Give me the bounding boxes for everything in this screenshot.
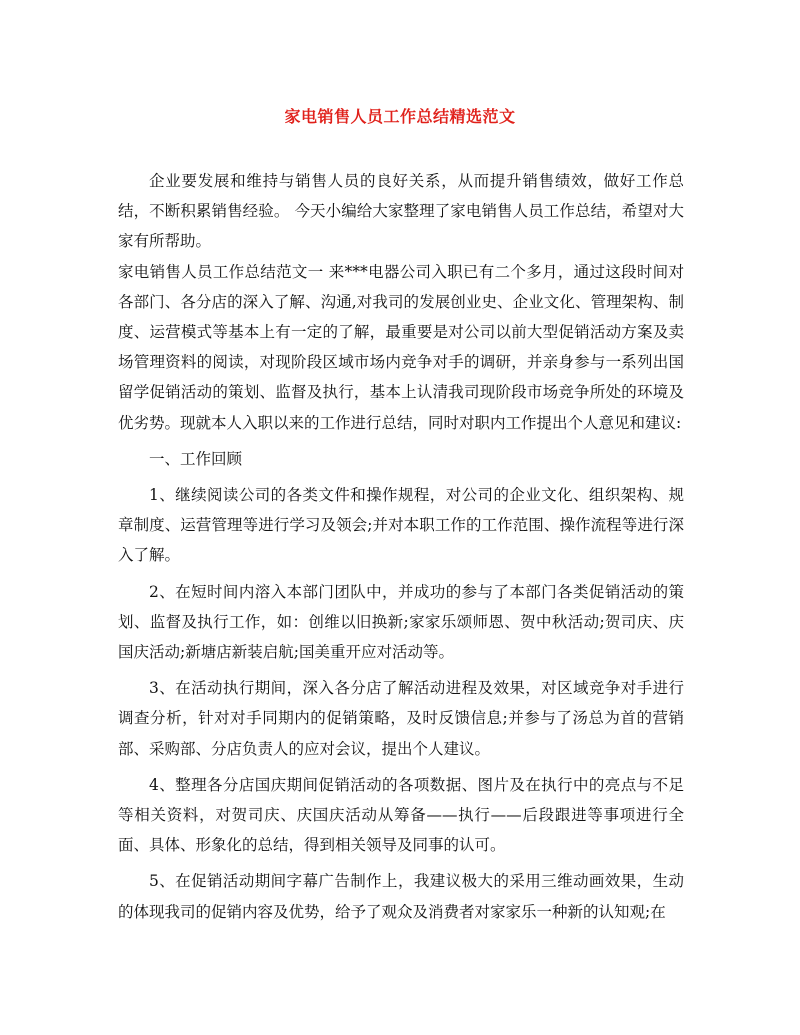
list-item-2: 2、在短时间内溶入本部门团队中，并成功的参与了本部门各类促销活动的策划、监督及执行工作，如：创维以旧换新;家家乐颂师恩、贺中秋活动;贺司庆、庆国庆活动;新塘店新装启航;国美重开应对活动等。	[118, 582, 684, 662]
list-item-4: 4、整理各分店国庆期间促销活动的各项数据、图片及在执行中的亮点与不足等相关资料，对贺司庆、庆国庆活动从筹备——执行——后段跟进等事项进行全面、具体、形象化的总结，得到相关领导及同事的认可。	[118, 775, 684, 855]
list-item-3: 3、在活动执行期间，深入各分店了解活动进程及效果，对区域竞争对手进行调查分析，针对对手同期内的促销策略，及时反馈信息;并参与了汤总为首的营销部、采购部、分店负责人的应对会议，提出个人建议。	[118, 679, 684, 758]
document-body	[118, 166, 684, 927]
section-heading: 一、工作回顾	[149, 449, 243, 468]
list-item-1: 1、继续阅读公司的各类文件和操作规程，对公司的企业文化、组织架构、规章制度、运营管理等进行学习及领会;并对本职工作的工作范围、操作流程等进行深入了解。	[118, 486, 684, 565]
intro-paragraph: 企业要发展和维持与销售人员的良好关系，从而提升销售绩效，做好工作总结，不断积累销售经验。 今天小编给大家整理了家电销售人员工作总结，希望对大家有所帮助。	[118, 172, 684, 251]
sample-one-paragraph: 家电销售人员工作总结范文一 来***电器公司入职已有二个多月，通过这段时间对各部门、各分店的深入了解、沟通,对我司的发展创业史、企业文化、管理架构、制度、运营模式等基本上有一定的了解，最重要是对公司以前大型促销活动方案及卖场管理资料的阅读，对现阶段区域市场内竞争对手的调研，并亲身参与一系列出国留学促销活动的策划、监督及执行，基本上认清我司现阶段市场竞争所处的环境及优劣势。现就本人入职以来的工作进行总结，同时对职内工作提出个人意见和建议:	[118, 262, 684, 432]
document-title: 家电销售人员工作总结精选范文	[284, 107, 516, 126]
list-item-5: 5、在促销活动期间字幕广告制作上，我建议极大的采用三维动画效果，生动的体现我司的促销内容及优势，给予了观众及消费者对家家乐一种新的认知观;在	[118, 872, 684, 921]
